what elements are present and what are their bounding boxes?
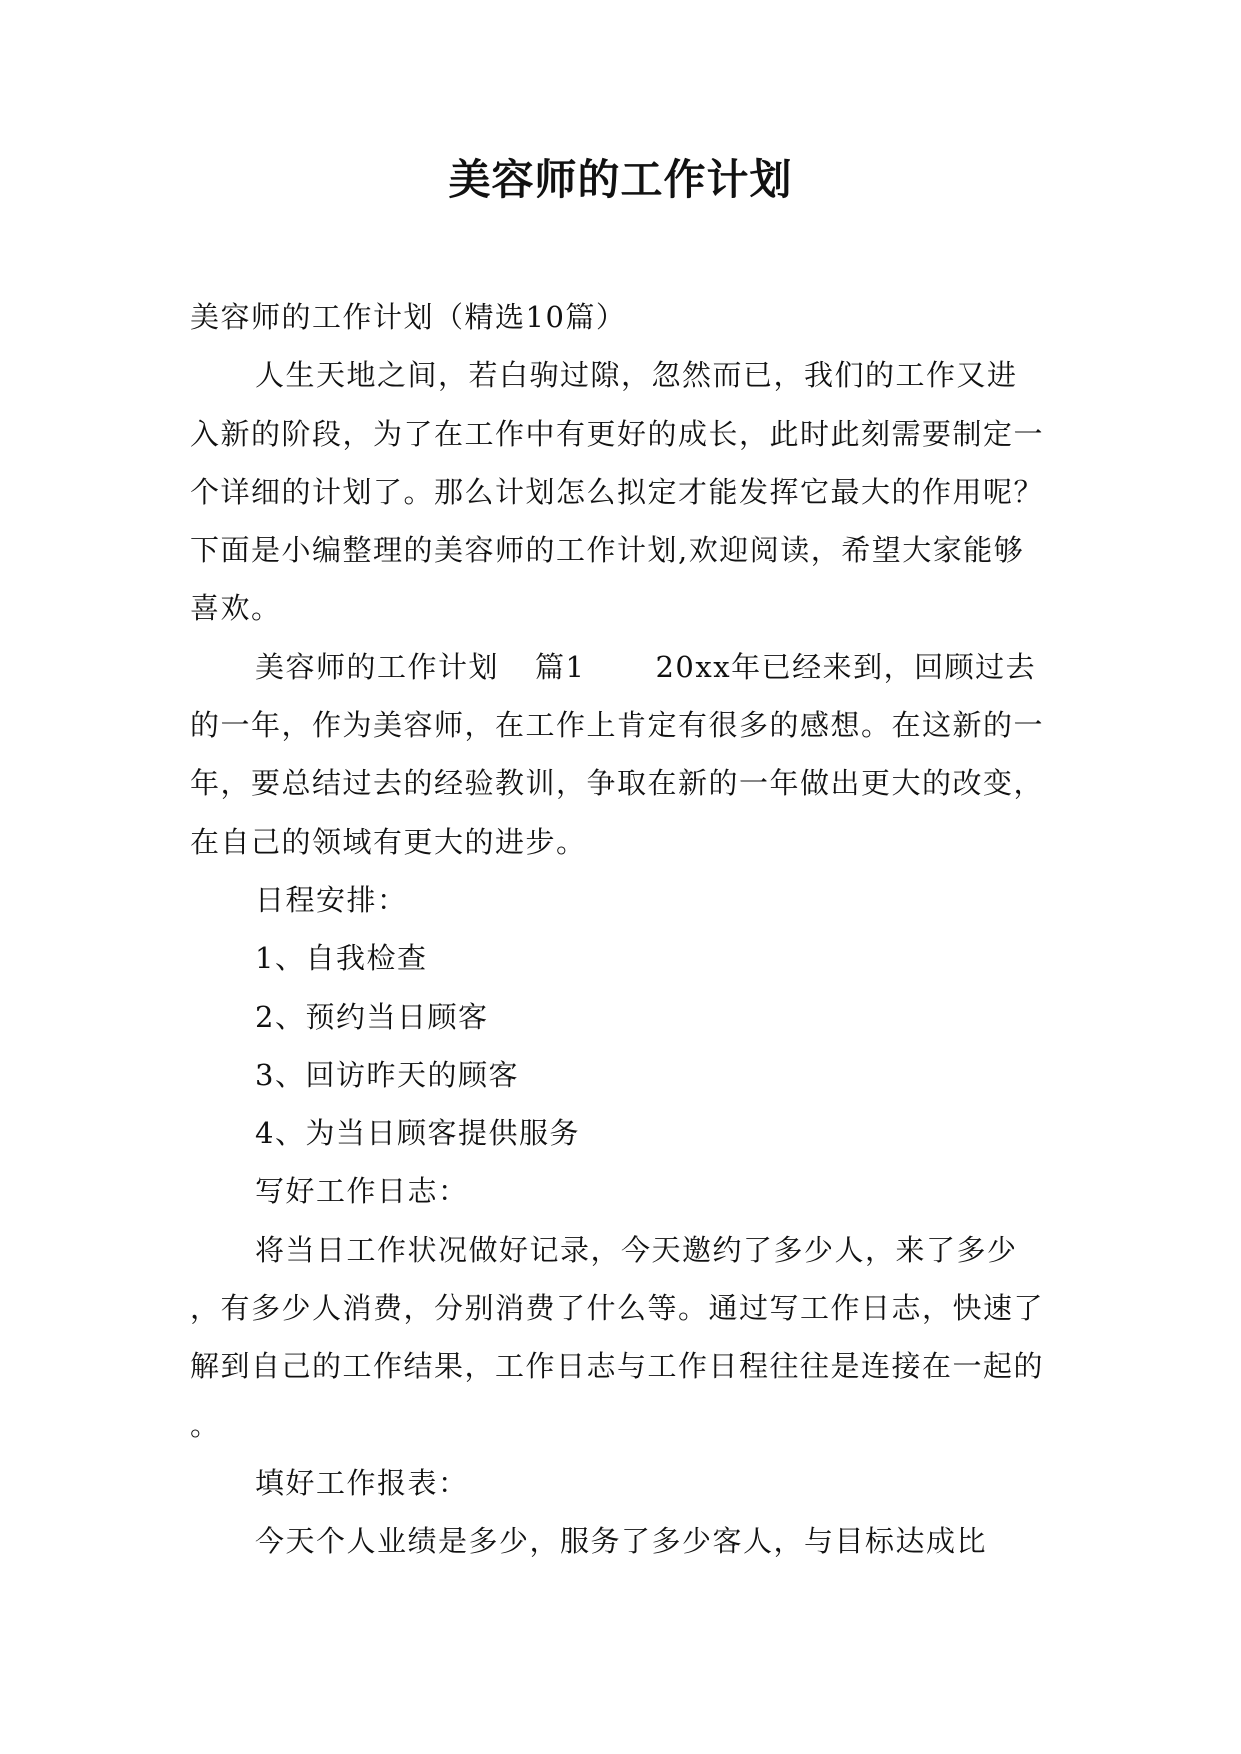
schedule-item: 1、自我检查 <box>255 941 428 976</box>
intro-paragraph: 人生天地之间，若白驹过隙，忽然而已，我们的工作又进入新的阶段，为了在工作中有更好的成长，此时此刻需要制定一个详细的计划了。那么计划怎么拟定才能发挥它最大的作用呢？下面是小编整理的美容师的工作计划,欢迎阅读，希望大家能够喜欢。 <box>190 358 1045 626</box>
section1-paragraph <box>190 638 1045 871</box>
report-heading: 填好工作报表： <box>255 1465 469 1500</box>
section1-heading: 美容师的工作计划 <box>255 649 500 684</box>
report-paragraph: 今天个人业绩是多少，服务了多少客人，与目标达成比 <box>255 1524 988 1559</box>
schedule-item: 3、回访昨天的顾客 <box>255 1057 519 1092</box>
document-body <box>190 288 1045 1571</box>
schedule-item: 4、为当日顾客提供服务 <box>255 1116 580 1151</box>
section1-label: 篇1 <box>535 649 586 684</box>
schedule-heading: 日程安排： <box>255 882 408 917</box>
log-paragraph: 将当日工作状况做好记录，今天邀约了多少人，来了多少，有多少人消费，分别消费了什么等。通过写工作日志，快速了解到自己的工作结果，工作日志与工作日程往往是连接在一起的。 <box>190 1232 1045 1442</box>
section1-text: 20xx年已经来到，回顾过去的一年，作为美容师，在工作上肯定有很多的感想。在这新的一年，要总结过去的经验教训，争取在新的一年做出更大的改变，在自己的领域有更大的进步。 <box>190 649 1045 859</box>
document-subtitle: 美容师的工作计划（精选10篇） <box>190 300 627 334</box>
document-title: 美容师的工作计划 <box>448 155 793 204</box>
log-heading: 写好工作日志： <box>255 1174 469 1209</box>
schedule-item: 2、预约当日顾客 <box>255 999 489 1034</box>
